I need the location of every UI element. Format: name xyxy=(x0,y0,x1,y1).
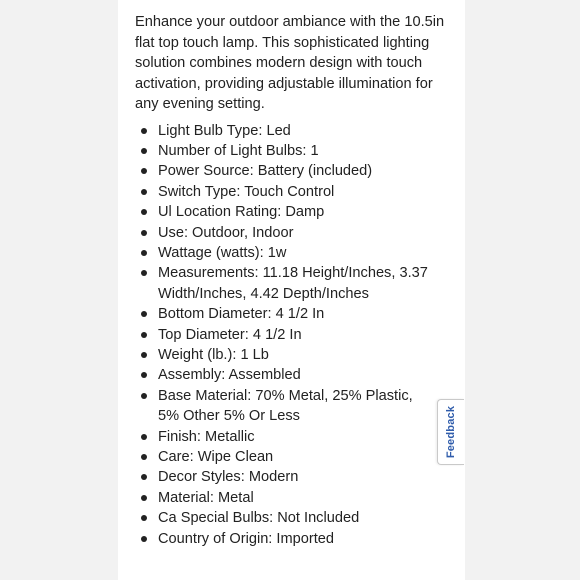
spec-item: Assembly: Assembled xyxy=(158,365,436,385)
spec-item: Ca Special Bulbs: Not Included xyxy=(158,508,436,528)
product-description: Enhance your outdoor ambiance with the 10.5in flat top touch lamp. This sophisticated lighting solution combines modern design with touch activation, providing adjustable illumination for any evening setting. xyxy=(135,14,445,112)
spec-item: Finish: Metallic xyxy=(158,427,436,447)
spec-item: Country of Origin: Imported xyxy=(158,529,436,549)
spec-item: Light Bulb Type: Led xyxy=(158,121,436,141)
spec-item: Use: Outdoor, Indoor xyxy=(158,223,436,243)
spec-item: Base Material: 70% Metal, 25% Plastic, 5% Other 5% Or Less xyxy=(158,386,436,427)
spec-item: Weight (lb.): 1 Lb xyxy=(158,345,436,365)
spec-item: Top Diameter: 4 1/2 In xyxy=(158,325,436,345)
spec-item: Bottom Diameter: 4 1/2 In xyxy=(158,304,436,324)
spec-item: Material: Metal xyxy=(158,488,436,508)
spec-item: Ul Location Rating: Damp xyxy=(158,202,436,222)
spec-list xyxy=(118,121,465,550)
spec-item: Switch Type: Touch Control xyxy=(158,182,436,202)
spec-item: Number of Light Bulbs: 1 xyxy=(158,141,436,161)
spec-item: Wattage (watts): 1w xyxy=(158,243,436,263)
spec-item: Measurements: 11.18 Height/Inches, 3.37 Width/Inches, 4.42 Depth/Inches xyxy=(158,263,436,304)
spec-item: Power Source: Battery (included) xyxy=(158,161,436,181)
spec-item: Decor Styles: Modern xyxy=(158,467,436,487)
feedback-label: Feedback xyxy=(445,405,458,459)
feedback-button[interactable] xyxy=(437,399,464,465)
spec-item: Care: Wipe Clean xyxy=(158,447,436,467)
product-details-panel xyxy=(118,0,465,580)
